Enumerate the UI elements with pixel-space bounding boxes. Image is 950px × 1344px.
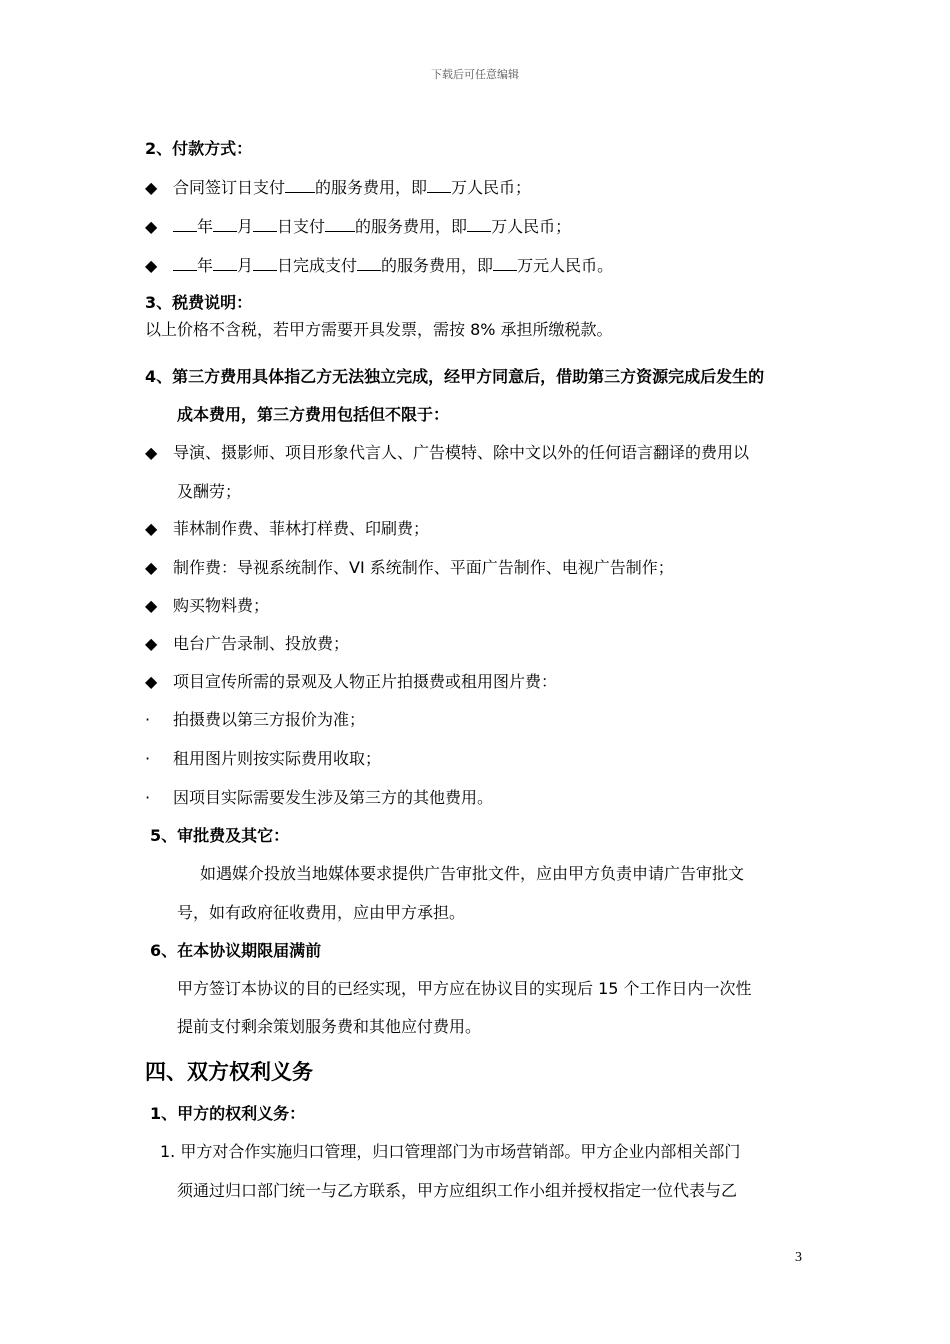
blank-field bbox=[467, 216, 491, 232]
third-party-sub-item: · 因项目实际需要发生涉及第三方的其他费用。 bbox=[145, 788, 494, 807]
payment-heading: 2、付款方式： bbox=[145, 139, 253, 158]
approval-heading: 5、审批费及其它： bbox=[150, 826, 290, 845]
diamond-bullet-icon: ◆ bbox=[145, 178, 158, 197]
page-number: 3 bbox=[795, 1250, 802, 1265]
payment-item-2: ◆ 年 月 日支付 的服务费用，即 万人民币； bbox=[145, 217, 572, 236]
dot-bullet-icon: · bbox=[145, 788, 151, 807]
diamond-bullet-icon: ◆ bbox=[145, 443, 158, 462]
third-party-sub-item: · 租用图片则按实际费用收取； bbox=[145, 749, 382, 768]
blank-field bbox=[253, 216, 277, 232]
diamond-bullet-icon: ◆ bbox=[145, 634, 158, 653]
blank-field bbox=[173, 255, 197, 271]
blank-field bbox=[285, 177, 315, 193]
blank-field bbox=[253, 255, 277, 271]
third-party-item: ◆ 电台广告录制、投放费； bbox=[145, 634, 350, 653]
party-a-item-line-2: 须通过归口部门统一与乙方联系，甲方应组织工作小组并授权指定一位代表与乙 bbox=[177, 1181, 738, 1200]
third-party-item-cont: 及酬劳； bbox=[177, 482, 242, 501]
third-party-item: ◆ 购买物料费； bbox=[145, 596, 270, 615]
term-line-2: 提前支付剩余策划服务费和其他应付费用。 bbox=[177, 1017, 482, 1036]
third-party-item: ◆ 菲林制作费、菲林打样费、印刷费； bbox=[145, 519, 430, 538]
blank-field bbox=[213, 255, 237, 271]
diamond-bullet-icon: ◆ bbox=[145, 558, 158, 577]
third-party-heading-cont: 成本费用，第三方费用包括但不限于： bbox=[177, 405, 450, 424]
payment-item-1: ◆ 合同签订日支付 的服务费用，即 万人民币； bbox=[145, 178, 532, 197]
blank-field bbox=[493, 255, 517, 271]
party-a-heading: 1、甲方的权利义务： bbox=[150, 1104, 306, 1123]
blank-field bbox=[173, 216, 197, 232]
term-line-1: 甲方签订本协议的目的已经实现，甲方应在协议目的实现后 15 个工作日内一次性 bbox=[177, 979, 752, 998]
third-party-item: ◆ 项目宣传所需的景观及人物正片拍摄费或租用图片费： bbox=[145, 672, 558, 691]
payment-item-3: ◆ 年 月 日完成支付 的服务费用，即 万元人民币。 bbox=[145, 256, 614, 275]
third-party-sub-item: · 拍摄费以第三方报价为准； bbox=[145, 710, 366, 729]
term-heading: 6、在本协议期限届满前 bbox=[150, 941, 322, 960]
third-party-item: ◆ 制作费：导视系统制作、VI 系统制作、平面广告制作、电视广告制作； bbox=[145, 558, 674, 577]
tax-heading: 3、税费说明： bbox=[145, 293, 253, 312]
dot-bullet-icon: · bbox=[145, 749, 151, 768]
blank-field bbox=[357, 255, 381, 271]
approval-line-2: 号，如有政府征收费用，应由甲方承担。 bbox=[177, 903, 466, 922]
diamond-bullet-icon: ◆ bbox=[145, 596, 158, 615]
blank-field bbox=[213, 216, 237, 232]
third-party-heading: 4、第三方费用具体指乙方无法独立完成，经甲方同意后，借助第三方资源完成后发生的 bbox=[145, 367, 765, 386]
party-a-item-line-1: 1. 甲方对合作实施归口管理，归口管理部门为市场营销部。甲方企业内部相关部门 bbox=[160, 1142, 741, 1161]
approval-line-1: 如遇媒介投放当地媒体要求提供广告审批文件，应由甲方负责申请广告审批文 bbox=[200, 864, 745, 883]
blank-field bbox=[427, 177, 451, 193]
section-title: 四、双方权利义务 bbox=[145, 1060, 313, 1084]
diamond-bullet-icon: ◆ bbox=[145, 256, 158, 275]
diamond-bullet-icon: ◆ bbox=[145, 672, 158, 691]
page-header: 下载后可任意编辑 bbox=[431, 68, 519, 81]
diamond-bullet-icon: ◆ bbox=[145, 217, 158, 236]
tax-text: 以上价格不含税，若甲方需要开具发票，需按 8% 承担所缴税款。 bbox=[145, 320, 613, 339]
dot-bullet-icon: · bbox=[145, 710, 151, 729]
blank-field bbox=[325, 216, 355, 232]
diamond-bullet-icon: ◆ bbox=[145, 519, 158, 538]
third-party-item: ◆ 导演、摄影师、项目形象代言人、广告模特、除中文以外的任何语言翻译的费用以 bbox=[145, 443, 750, 462]
